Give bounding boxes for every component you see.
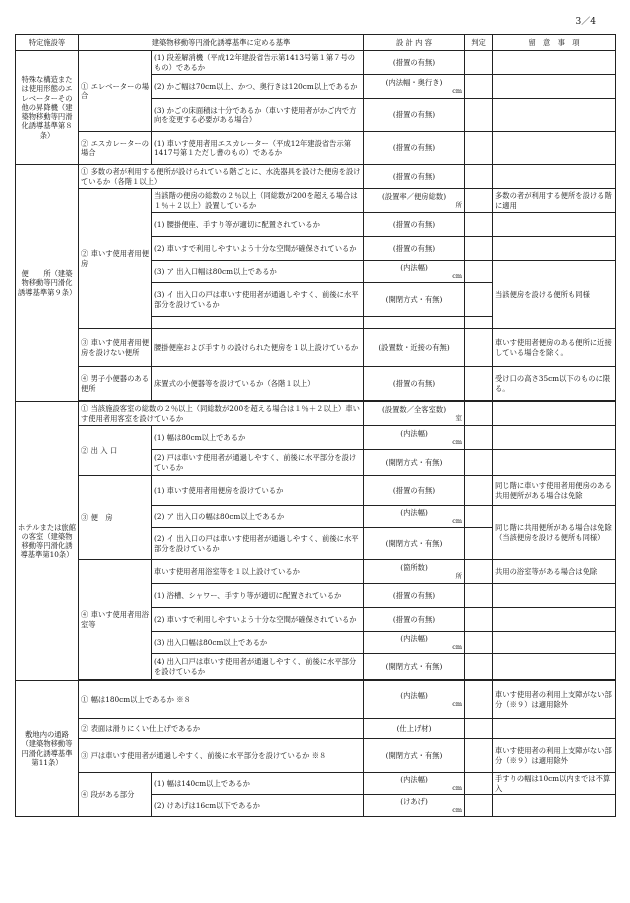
- design-field: (開閉方式・有無): [364, 450, 465, 476]
- checklist-table: [15, 34, 616, 817]
- header-row: [16, 35, 616, 51]
- note-cell: [493, 584, 616, 608]
- category-hotel: ホテルまたは旅館の客室（建築物移動等円滑化誘導基準第10条）: [16, 402, 79, 681]
- design-field: (措置の有無): [364, 99, 465, 132]
- judgement-cell[interactable]: [465, 681, 493, 719]
- subcategory-stairs: ④ 段がある部分: [79, 773, 152, 817]
- note-cell: [493, 213, 616, 237]
- criterion: (2) かご幅は70cm以上、かつ、奥行きは120cm以上であるか: [152, 75, 364, 99]
- note-cell: 車いす使用者の利用上支障がない部分（※９）は適用除外: [493, 739, 616, 773]
- note-cell: 同じ階に共用便所がある場合は免除（当該便房を設ける便所も同様）: [493, 506, 616, 560]
- criterion: 腰掛便座および手すりの設けられた便房を１以上設けているか: [152, 329, 364, 367]
- judgement-cell[interactable]: [465, 584, 493, 608]
- header-judgement: 判定: [465, 35, 493, 51]
- judgement-cell[interactable]: [465, 261, 493, 283]
- design-field: (内法幅) cm: [364, 261, 465, 283]
- design-field: (措置の有無): [364, 237, 465, 261]
- design-field: (設置率／便房総数) 所: [364, 189, 465, 213]
- note-cell: [493, 654, 616, 680]
- note-cell: [493, 51, 616, 75]
- judgement-cell[interactable]: [465, 51, 493, 75]
- judgement-cell[interactable]: [465, 237, 493, 261]
- design-field: (箇所数) 所: [364, 560, 465, 584]
- note-cell: 車いす使用者の利用上支障がない部分（※９）は適用除外: [493, 681, 616, 719]
- category-toilet: 便 所（建築物移動等円滑化誘導基準第９条）: [16, 165, 79, 402]
- design-field: (開閉方式・有無): [364, 739, 465, 773]
- design-field: (内法幅) cm: [364, 632, 465, 654]
- criterion: (2) 車いすで利用しやすいよう十分な空間が確保されているか: [152, 237, 364, 261]
- criterion: 車いす使用者用浴室等を１以上設けているか: [152, 560, 364, 584]
- design-field: (開閉方式・有無): [364, 654, 465, 680]
- criterion: (1) 段差解消機（平成12年建設省告示第1413号第１第７号のもの）であるか: [152, 51, 364, 75]
- subcategory-room-toilet: ③ 便 房: [79, 476, 152, 560]
- judgement-cell[interactable]: [465, 654, 493, 680]
- design-field: (内法幅) cm: [364, 506, 465, 528]
- design-field: (内法幅) cm: [364, 426, 465, 450]
- note-cell: [493, 132, 616, 165]
- design-field: (開閉方式・有無): [364, 283, 465, 317]
- criterion: (2) 戸は車いす使用者が通過しやすく、前後に水平部分を設けているか: [152, 450, 364, 476]
- header-facility: 特定施設等: [16, 35, 79, 51]
- note-cell: [493, 632, 616, 654]
- design-field: (措置の有無): [364, 213, 465, 237]
- criterion: (2) けあげは16cm以下であるか: [152, 795, 364, 817]
- note-cell: 同じ階に車いす使用者用便房のある共用便所がある場合は免除: [493, 476, 616, 506]
- note-cell: [493, 237, 616, 261]
- note-cell: 手すりの幅は10cm以内までは不算入: [493, 773, 616, 795]
- judgement-cell[interactable]: [465, 739, 493, 773]
- criterion: 床置式の小便器等を設けているか（各階１以上）: [152, 367, 364, 401]
- note-cell: 受け口の高さ35cm以下のものに限る。: [493, 367, 616, 401]
- note-cell: 多数の者が利用する便所を設ける階に適用: [493, 189, 616, 213]
- design-field: (内法幅) cm: [364, 773, 465, 795]
- judgement-cell[interactable]: [465, 283, 493, 317]
- header-standard: 建築物移動等円滑化誘導基準に定める基準: [79, 35, 364, 51]
- criterion: 当該階の便房の総数の２％以上（同総数が200を超える場合は１％＋２以上）設置しているか: [152, 189, 364, 213]
- criterion: (1) 浴槽、シャワー、手すり等が適切に配置されているか: [152, 584, 364, 608]
- note-cell: 共用の浴室等がある場合は免除: [493, 560, 616, 584]
- design-field: (措置の有無): [364, 51, 465, 75]
- note-cell: 車いす使用者便房のある便所に近接している場合を除く。: [493, 329, 616, 367]
- subcategory-non-wheelchair-toilet: ③ 車いす使用者用便房を設けない便所: [79, 329, 152, 367]
- subcategory-bathroom: ④ 車いす使用者用浴室等: [79, 560, 152, 680]
- category-path: 敷地内の通路（建築物移動等円滑化誘導基準第11条）: [16, 681, 79, 817]
- design-field: (仕上げ材): [364, 719, 465, 739]
- category-elevator: 特殊な構造または使用形態のエレベーターその他の昇降機（建築物移動等円滑化誘導基準第８条）: [16, 51, 79, 165]
- criterion: (2) 車いすで利用しやすいよう十分な空間が確保されているか: [152, 608, 364, 632]
- judgement-cell[interactable]: [465, 165, 493, 189]
- judgement-cell[interactable]: [465, 608, 493, 632]
- design-field: (措置の有無): [364, 608, 465, 632]
- note-cell: 当該便房を設ける便所も同様: [493, 261, 616, 329]
- judgement-cell[interactable]: [465, 99, 493, 132]
- design-field: (開閉方式・有無): [364, 528, 465, 560]
- design-field: (措置の有無): [364, 132, 465, 165]
- criterion: (1) 車いす使用者用エスカレーター（平成12年建設省告示第1417号第１ただし書のもの）であるか: [152, 132, 364, 165]
- criterion: (3) ア 出入口幅は80cm以上であるか: [152, 261, 364, 283]
- judgement-cell[interactable]: [465, 476, 493, 506]
- design-field: (内法幅・奥行き) cm: [364, 75, 465, 99]
- design-field: (設置数・近接の有無): [364, 329, 465, 367]
- criterion: (1) 腰掛便座、手すり等が適切に配置されているか: [152, 213, 364, 237]
- note-cell: [493, 719, 616, 739]
- subcategory-wheelchair-toilet: ② 車いす使用者用便房: [79, 189, 152, 329]
- subcategory-escalator: ② エスカレーターの場合: [79, 132, 152, 165]
- design-field: (けあげ) cm: [364, 795, 465, 817]
- criterion: [152, 317, 364, 329]
- judgement-cell[interactable]: [465, 132, 493, 165]
- design-field: (内法幅) cm: [364, 681, 465, 719]
- note-cell: [493, 608, 616, 632]
- note-cell: [493, 165, 616, 189]
- judgement-cell[interactable]: [465, 189, 493, 213]
- subcategory-entrance: ② 出 入 口: [79, 426, 152, 476]
- criterion: (2) イ 出入口の戸は車いす使用者が通過しやすく、前後に水平部分を設けているか: [152, 528, 364, 560]
- criterion: (2) ア 出入口の幅は80cm以上であるか: [152, 506, 364, 528]
- criterion: (1) 幅は80cm以上であるか: [152, 426, 364, 450]
- design-field: (措置の有無): [364, 476, 465, 506]
- judgement-cell[interactable]: [465, 367, 493, 401]
- note-cell: [493, 450, 616, 476]
- criterion: (3) イ 出入口の戸は車いす使用者が通過しやすく、前後に水平部分を設けているか: [152, 283, 364, 317]
- criterion: (3) 出入口幅は80cm以上であるか: [152, 632, 364, 654]
- header-notes: 留 意 事 項: [493, 35, 616, 51]
- note-cell: [493, 795, 616, 817]
- judgement-cell[interactable]: [465, 506, 493, 528]
- judgement-cell[interactable]: [465, 213, 493, 237]
- judgement-cell[interactable]: [465, 450, 493, 476]
- criterion: ① 多数の者が利用する便所が設けられている階ごとに、水洗器具を設けた便房を設けているか（各階１以上）: [79, 165, 364, 189]
- note-cell: [493, 402, 616, 426]
- judgement-cell[interactable]: [465, 795, 493, 817]
- criterion: (1) 幅は140cm以上であるか: [152, 773, 364, 795]
- judgement-cell[interactable]: [465, 426, 493, 450]
- note-cell: [493, 75, 616, 99]
- subcategory-urinal: ④ 男子小便器のある便所: [79, 367, 152, 401]
- page-number: 3／4: [575, 17, 596, 27]
- judgement-cell[interactable]: [465, 528, 493, 560]
- judgement-cell[interactable]: [465, 75, 493, 99]
- design-field: (措置の有無): [364, 584, 465, 608]
- criterion: ③ 戸は車いす使用者が通過しやすく、前後に水平部分を設けているか ※８: [79, 739, 364, 773]
- criterion: (4) 出入口戸は車いす使用者が通過しやすく、前後に水平部分を設けているか: [152, 654, 364, 680]
- judgement-cell[interactable]: [465, 560, 493, 584]
- header-design: 設 計 内 容: [364, 35, 465, 51]
- subcategory-elevator: ① エレベーターの場合: [79, 51, 152, 132]
- design-field: (設置数／全客室数) 室: [364, 402, 465, 426]
- judgement-cell[interactable]: [465, 719, 493, 739]
- judgement-cell[interactable]: [465, 402, 493, 426]
- note-cell: [493, 426, 616, 450]
- design-field: [364, 317, 465, 329]
- judgement-cell[interactable]: [465, 317, 493, 329]
- criterion: ② 表面は滑りにくい仕上げであるか: [79, 719, 364, 739]
- criterion: ① 幅は180cm以上であるか ※８: [79, 681, 364, 719]
- judgement-cell[interactable]: [465, 773, 493, 795]
- judgement-cell[interactable]: [465, 632, 493, 654]
- criterion: ① 当該施設客室の総数の２％以上（同総数が200を超える場合は１％＋２以上）車いす使用者用客室を設けているか: [79, 402, 364, 426]
- judgement-cell[interactable]: [465, 329, 493, 367]
- criterion: (1) 車いす使用者用便房を設けているか: [152, 476, 364, 506]
- criterion: (3) かごの床面積は十分であるか（車いす使用者がかご内で方向を変更する必要がある場合）: [152, 99, 364, 132]
- note-cell: [493, 99, 616, 132]
- design-field: (措置の有無): [364, 367, 465, 401]
- design-field: (措置の有無): [364, 165, 465, 189]
